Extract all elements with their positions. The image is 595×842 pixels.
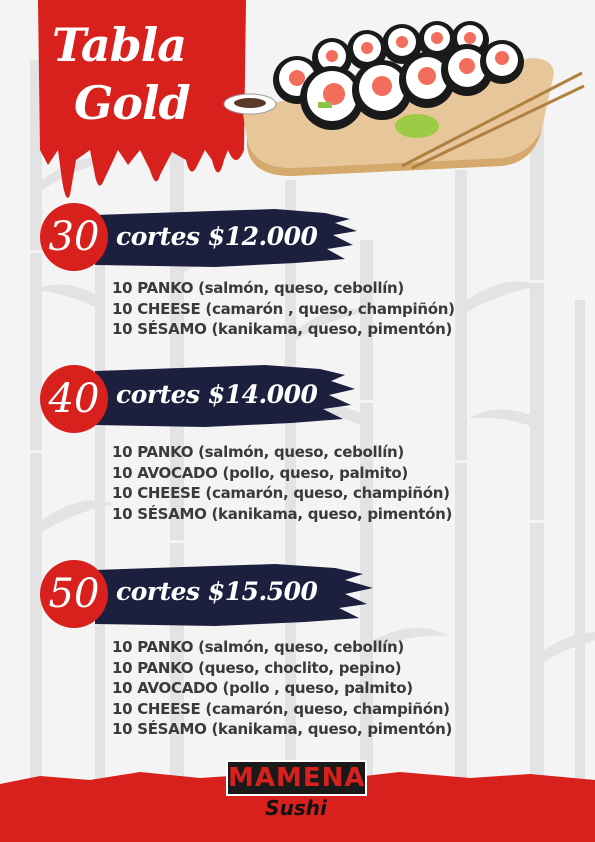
logo-subtitle: Sushi (265, 796, 327, 820)
section-heading: cortes $12.000 (116, 222, 318, 251)
list-item: 10 PANKO (salmón, queso, cebollín) (112, 279, 404, 297)
list-item: 10 SÉSAMO (kanikama, queso, pimentón) (112, 504, 453, 523)
section-number: 40 (48, 376, 100, 422)
list-item: 10 CHEESE (camarón , queso, champiñón) (112, 299, 455, 318)
section-heading: cortes $15.500 (116, 577, 318, 606)
list-item: 10 PANKO (salmón, queso, cebollín) (112, 638, 404, 656)
title-line-2: Gold (74, 76, 190, 130)
section-number: 30 (48, 214, 100, 260)
brand-logo (226, 760, 371, 828)
title-line-1: Tabla (52, 18, 187, 72)
item-list (112, 442, 452, 524)
list-item: 10 SÉSAMO (kanikama, queso, pimentón) (112, 720, 453, 738)
list-item: 10 PANKO (queso, choclito, pepino) (112, 658, 402, 677)
section-number: 50 (48, 571, 100, 617)
list-item: 10 AVOCADO (pollo, queso, palmito) (112, 463, 408, 482)
list-item: 10 PANKO (salmón, queso, cebollín) (112, 443, 404, 461)
item-list (112, 278, 455, 340)
list-item: 10 CHEESE (camarón, queso, champiñón) (112, 699, 450, 718)
list-item: 10 AVOCADO (pollo , queso, palmito) (112, 679, 413, 697)
item-list (112, 637, 452, 740)
list-item: 10 CHEESE (camarón, queso, champiñón) (112, 484, 450, 502)
logo-wordmark: MAMENA (226, 760, 367, 796)
section-heading: cortes $14.000 (116, 380, 318, 409)
list-item: 10 SÉSAMO (kanikama, queso, pimentón) (112, 320, 453, 338)
sushi-board-illustration (222, 18, 592, 178)
